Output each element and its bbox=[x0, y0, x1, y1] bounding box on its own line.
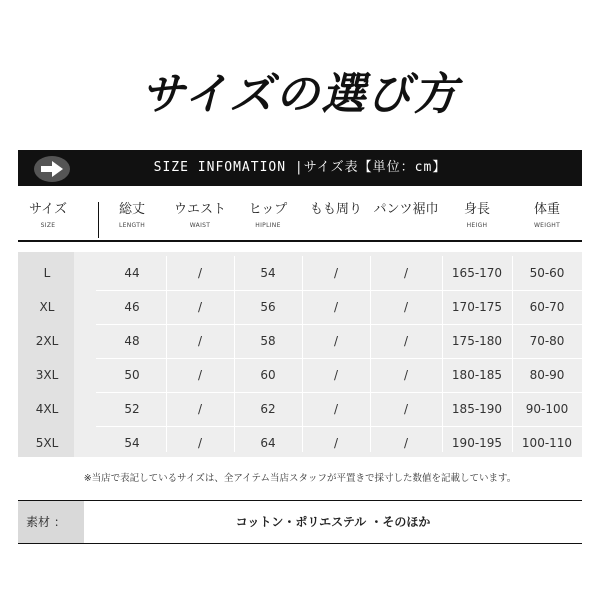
cell-thigh: / bbox=[333, 334, 339, 348]
cell-hip: 54 bbox=[260, 266, 276, 280]
cell-length: 44 bbox=[124, 266, 140, 280]
material-label: 素材 ： bbox=[18, 501, 84, 543]
grid-line bbox=[512, 256, 513, 452]
cell-length: 50 bbox=[124, 368, 140, 382]
grid-line bbox=[96, 290, 582, 291]
cell-size: L bbox=[43, 266, 51, 280]
grid-line bbox=[442, 256, 443, 452]
measurement-note: ※当店で表記しているサイズは、全アイテム当店スタッフが平置きで採寸した数値を記載しています。 bbox=[83, 473, 517, 484]
cell-height: 180-185 bbox=[451, 368, 503, 382]
cell-size: 3XL bbox=[35, 368, 59, 382]
cell-thigh: / bbox=[333, 266, 339, 280]
cell-waist: / bbox=[197, 402, 203, 416]
cell-hip: 64 bbox=[260, 436, 276, 450]
grid-line bbox=[166, 256, 167, 452]
header-length: 総丈 LENGTH bbox=[118, 202, 146, 229]
page-title: サイズの選び方 bbox=[140, 69, 460, 120]
cell-weight: 50-60 bbox=[529, 266, 565, 280]
table-row bbox=[18, 426, 582, 460]
cell-waist: / bbox=[197, 300, 203, 314]
cell-weight: 90-100 bbox=[525, 402, 569, 416]
cell-waist: / bbox=[197, 266, 203, 280]
table-row bbox=[18, 358, 582, 392]
cell-hem-width: / bbox=[403, 266, 409, 280]
cell-height: 190-195 bbox=[451, 436, 503, 450]
cell-height: 185-190 bbox=[451, 402, 503, 416]
table-row bbox=[18, 256, 582, 290]
cell-thigh: / bbox=[333, 300, 339, 314]
header-weight: 体重 WEIGHT bbox=[533, 202, 561, 229]
cell-length: 48 bbox=[124, 334, 140, 348]
size-info-banner bbox=[18, 150, 582, 186]
cell-height: 175-180 bbox=[451, 334, 503, 348]
header-waist: ウエスト WAIST bbox=[173, 202, 226, 229]
cell-length: 54 bbox=[124, 436, 140, 450]
cell-hem-width: / bbox=[403, 436, 409, 450]
cell-length: 52 bbox=[124, 402, 140, 416]
cell-thigh: / bbox=[333, 436, 339, 450]
cell-hem-width: / bbox=[403, 368, 409, 382]
cell-hip: 58 bbox=[260, 334, 276, 348]
cell-length: 46 bbox=[124, 300, 140, 314]
header-hip: ヒップ HIPLINE bbox=[248, 202, 288, 229]
cell-hem-width: / bbox=[403, 402, 409, 416]
header-height: 身長 HEIGH bbox=[463, 202, 490, 229]
table-row bbox=[18, 290, 582, 324]
cell-waist: / bbox=[197, 436, 203, 450]
cell-size: 2XL bbox=[35, 334, 59, 348]
cell-hem-width: / bbox=[403, 300, 409, 314]
cell-hip: 60 bbox=[260, 368, 276, 382]
material-value: コットン・ポリエステル ・そのほか bbox=[235, 515, 431, 529]
grid-line bbox=[96, 426, 582, 427]
cell-weight: 100-110 bbox=[521, 436, 573, 450]
grid-line bbox=[96, 324, 582, 325]
material-row bbox=[18, 500, 582, 544]
header-thigh: もも周り bbox=[309, 202, 362, 217]
grid-line bbox=[234, 256, 235, 452]
header-size: サイズ SIZE bbox=[29, 202, 67, 229]
cell-thigh: / bbox=[333, 368, 339, 382]
cell-size: 5XL bbox=[35, 436, 59, 450]
table-row bbox=[18, 392, 582, 426]
cell-hem-width: / bbox=[403, 334, 409, 348]
cell-weight: 70-80 bbox=[529, 334, 565, 348]
cell-hip: 62 bbox=[260, 402, 276, 416]
cell-size: 4XL bbox=[35, 402, 59, 416]
grid-line bbox=[302, 256, 303, 452]
grid-line bbox=[370, 256, 371, 452]
cell-weight: 60-70 bbox=[529, 300, 565, 314]
table-row bbox=[18, 324, 582, 358]
grid-line bbox=[96, 392, 582, 393]
cell-hip: 56 bbox=[260, 300, 276, 314]
cell-height: 170-175 bbox=[451, 300, 503, 314]
banner-text: SIZE INFOMATION |サイズ表【単位：cm】 bbox=[153, 160, 447, 175]
cell-waist: / bbox=[197, 334, 203, 348]
cell-size: XL bbox=[39, 300, 55, 314]
cell-height: 165-170 bbox=[451, 266, 503, 280]
cell-weight: 80-90 bbox=[529, 368, 565, 382]
header-hem-width: パンツ裾巾 bbox=[373, 202, 439, 217]
cell-waist: / bbox=[197, 368, 203, 382]
table-header bbox=[18, 192, 582, 242]
grid-line bbox=[96, 358, 582, 359]
cell-thigh: / bbox=[333, 402, 339, 416]
